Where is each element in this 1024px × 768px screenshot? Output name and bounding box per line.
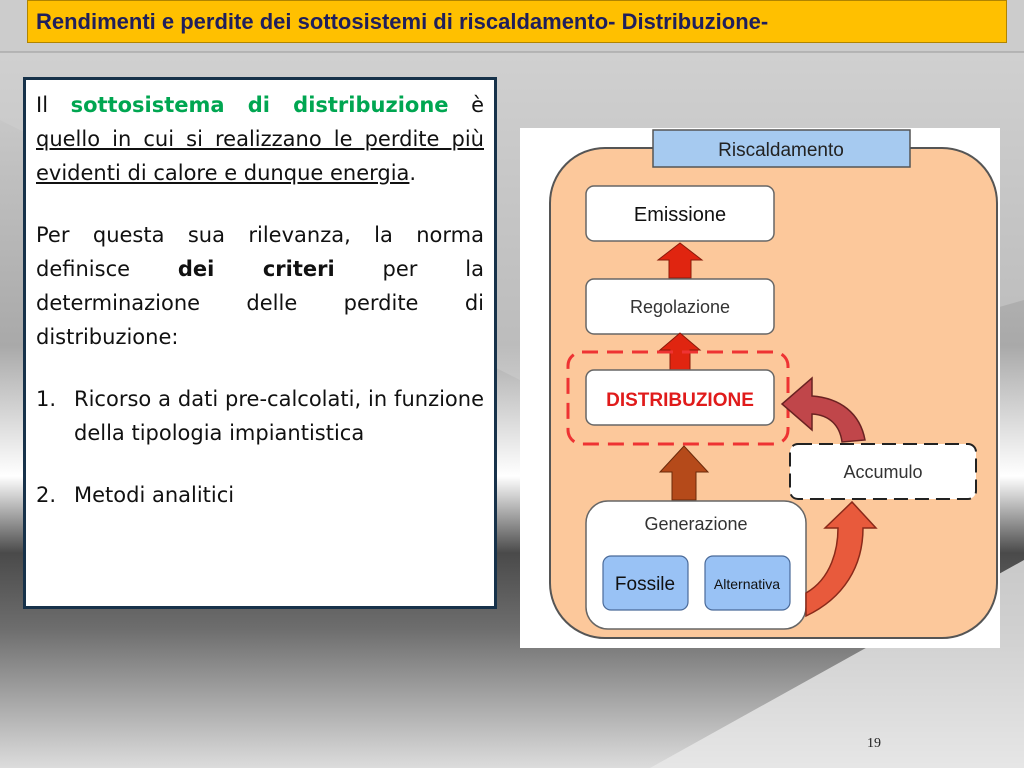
text-panel bbox=[23, 77, 497, 609]
heating-diagram-svg bbox=[520, 128, 1000, 648]
p1-suffix: . bbox=[409, 161, 417, 185]
paragraph-2 bbox=[36, 218, 484, 354]
p2-prefix: Per questa sua rilevanza, la norma definisce bbox=[36, 223, 484, 281]
p2-bold: dei criteri bbox=[177, 257, 335, 281]
heating-diagram bbox=[520, 128, 1000, 648]
alternativa-label: Alternativa bbox=[713, 576, 781, 592]
p1-prefix: Il bbox=[36, 93, 71, 117]
distribuzione-label: DISTRIBUZIONE bbox=[606, 390, 754, 411]
list-item-number: 2. bbox=[36, 483, 57, 507]
riscaldamento-header: Riscaldamento bbox=[718, 140, 844, 161]
criteria-list bbox=[36, 382, 484, 512]
p1-mid: è bbox=[448, 93, 484, 117]
emissione-label: Emissione bbox=[633, 204, 727, 226]
list-item bbox=[36, 382, 484, 450]
accumulo-label: Accumulo bbox=[843, 462, 923, 482]
p1-highlight: sottosistema di distribuzione bbox=[70, 93, 449, 117]
p2-suffix: per la determinazione delle perdite di distribuzione: bbox=[36, 257, 484, 349]
list-item-text: Ricorso a dati pre-calcolati, in funzione della tipologia impiantistica bbox=[74, 387, 484, 445]
generazione-label: Generazione bbox=[644, 514, 748, 534]
regolazione-label: Regolazione bbox=[629, 297, 731, 317]
list-item bbox=[36, 478, 484, 512]
slide-title-bar bbox=[27, 0, 1007, 43]
list-item-number: 1. bbox=[36, 387, 57, 411]
page-number: 19 bbox=[867, 736, 881, 751]
p1-underlined: quello in cui si realizzano le perdite più evidenti di calore e dunque energia bbox=[36, 127, 484, 185]
paragraph-1 bbox=[36, 88, 484, 190]
fossile-label: Fossile bbox=[614, 574, 676, 595]
list-item-text: Metodi analitici bbox=[74, 483, 235, 507]
slide-title: Rendimenti e perdite dei sottosistemi di riscaldamento- Distribuzione- bbox=[36, 9, 769, 34]
